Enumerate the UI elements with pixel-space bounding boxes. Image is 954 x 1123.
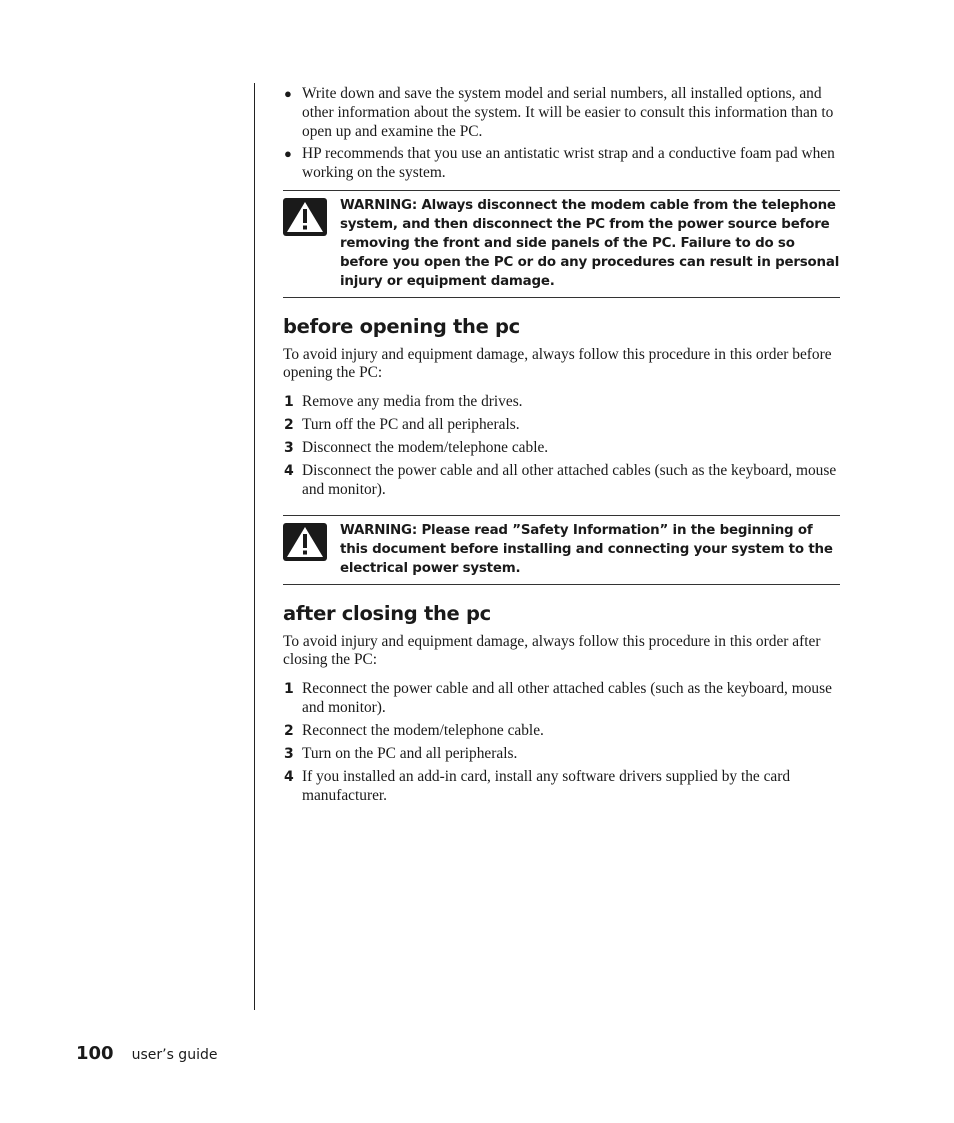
- section-intro: To avoid injury and equipment damage, always follow this procedure in this order before opening the PC:: [283, 345, 832, 382]
- step-number: 4: [284, 462, 294, 479]
- page-number: 100: [76, 1043, 114, 1064]
- page-footer: [76, 1043, 217, 1064]
- step-number: 4: [284, 768, 294, 785]
- section-heading: after closing the pc: [283, 601, 491, 625]
- steps-list: [283, 680, 840, 805]
- step-number: 3: [284, 439, 294, 456]
- step-text: Remove any media from the drives.: [302, 392, 523, 410]
- step-number: 2: [284, 722, 294, 739]
- warning-triangle-icon: [283, 523, 327, 561]
- bullet-icon: ●: [284, 146, 292, 162]
- bullet-text: HP recommends that you use an antistatic wrist strap and a conductive foam pad when working on the system.: [302, 145, 835, 182]
- step-text: Disconnect the power cable and all other attached cables (such as the keyboard, mouse and monitor).: [302, 461, 837, 498]
- step-text: Reconnect the power cable and all other attached cables (such as the keyboard, mouse and monitor).: [302, 680, 832, 716]
- step-number: 1: [284, 681, 294, 698]
- list-item: [283, 462, 840, 499]
- list-item: [283, 745, 840, 764]
- bullet-icon: ●: [284, 86, 292, 101]
- step-number: 1: [284, 393, 294, 410]
- bullet-list: [283, 85, 840, 183]
- step-text: Disconnect the modem/telephone cable.: [302, 438, 549, 456]
- step-text: Turn off the PC and all peripherals.: [302, 415, 520, 433]
- list-item: [283, 85, 840, 141]
- section-intro: To avoid injury and equipment damage, always follow this procedure in this order after closing the PC:: [283, 632, 821, 669]
- warning-text: WARNING: Always disconnect the modem cable from the telephone system, and then disconnect the PC from the power source before removing the front and side panels of the PC. Failure to do so before you open the PC or do any procedures can result in personal injury or equipment damage.: [340, 197, 840, 289]
- list-item: [283, 680, 840, 717]
- margin-rule: [254, 83, 255, 1010]
- step-text: Reconnect the modem/telephone cable.: [302, 721, 544, 739]
- page-content: [283, 85, 840, 810]
- step-text: If you installed an add-in card, install any software drivers supplied by the card manufacturer.: [302, 767, 791, 804]
- list-item: [283, 416, 840, 435]
- step-number: 3: [284, 745, 294, 762]
- step-text: Turn on the PC and all peripherals.: [302, 744, 518, 762]
- warning-text: WARNING: Please read ”Safety Information” in the beginning of this document before installing and connecting your system to the electrical power system.: [340, 523, 833, 576]
- list-item: [283, 768, 840, 805]
- warning-box: [283, 515, 840, 585]
- warning-box: [283, 190, 840, 298]
- steps-list: [283, 393, 840, 499]
- list-item: [283, 145, 840, 183]
- step-number: 2: [284, 416, 294, 433]
- list-item: [283, 393, 840, 412]
- list-item: [283, 439, 840, 458]
- bullet-text: Write down and save the system model and serial numbers, all installed options, and other information about the system. It will be easier to consult this information than to open up and examine the PC.: [302, 85, 834, 140]
- guide-title: user’s guide: [131, 1047, 218, 1063]
- warning-triangle-icon: [283, 198, 327, 236]
- list-item: [283, 722, 840, 741]
- section-heading: before opening the pc: [283, 314, 520, 338]
